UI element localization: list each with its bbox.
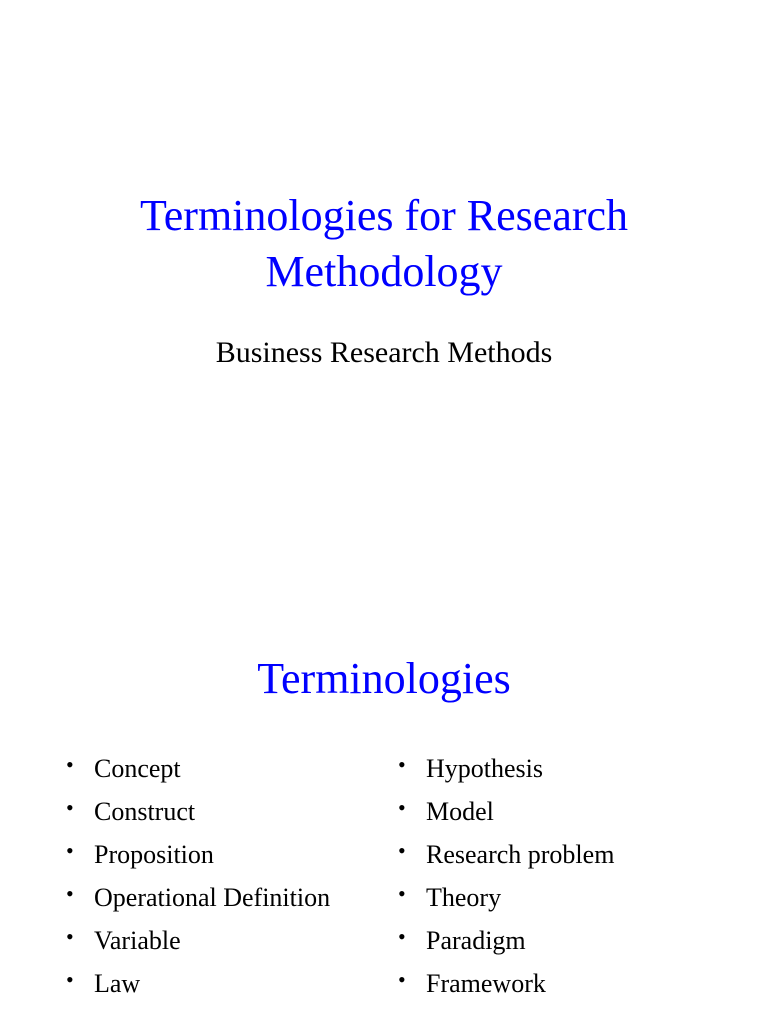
slide-subtitle: Business Research Methods (215, 336, 553, 369)
bullet-icon: • (398, 752, 406, 777)
bullet-icon: • (398, 924, 406, 949)
list-item (398, 962, 738, 1005)
list-item-label: Hypothesis (426, 754, 543, 783)
bullet-icon: • (66, 752, 74, 777)
list-item-label: Paradigm (426, 926, 526, 955)
list-item (66, 747, 366, 790)
list-item-label: Operational Definition (94, 883, 331, 912)
terminologies-slide (0, 512, 768, 1024)
list-item (66, 876, 366, 919)
list-item (398, 747, 738, 790)
bullet-icon: • (66, 838, 74, 863)
bullet-icon: • (398, 881, 406, 906)
bullet-icon: • (66, 924, 74, 949)
list-item-label: Model (426, 797, 494, 826)
list-item (66, 833, 366, 876)
slide-title (0, 188, 768, 300)
list-item (398, 919, 738, 962)
list-item (66, 919, 366, 962)
list-item-label: Theory (426, 883, 502, 912)
bullet-icon: • (398, 967, 406, 992)
list-item (398, 833, 738, 876)
list-item (398, 876, 738, 919)
bullet-icon: • (66, 795, 74, 820)
list-item-label: Concept (94, 754, 181, 783)
list-item (398, 790, 738, 833)
bullet-list-left (66, 747, 366, 1005)
bullet-icon: • (398, 838, 406, 863)
terminologies-title: Terminologies (257, 654, 511, 703)
list-item-label: Law (94, 969, 141, 998)
list-item-label: Construct (94, 797, 196, 826)
list-item (66, 790, 366, 833)
list-item-label: Research problem (426, 840, 615, 869)
bullet-icon: • (66, 967, 74, 992)
bullet-icon: • (66, 881, 74, 906)
slide-title-line-1: Terminologies for Research (139, 191, 629, 240)
list-item-label: Proposition (94, 840, 214, 869)
list-item-label: Framework (426, 969, 546, 998)
bullet-icon: • (398, 795, 406, 820)
bullet-list-right (398, 747, 738, 1005)
list-item-label: Variable (94, 926, 181, 955)
slide-title-line-2: Methodology (265, 247, 503, 296)
list-item (66, 962, 366, 1005)
